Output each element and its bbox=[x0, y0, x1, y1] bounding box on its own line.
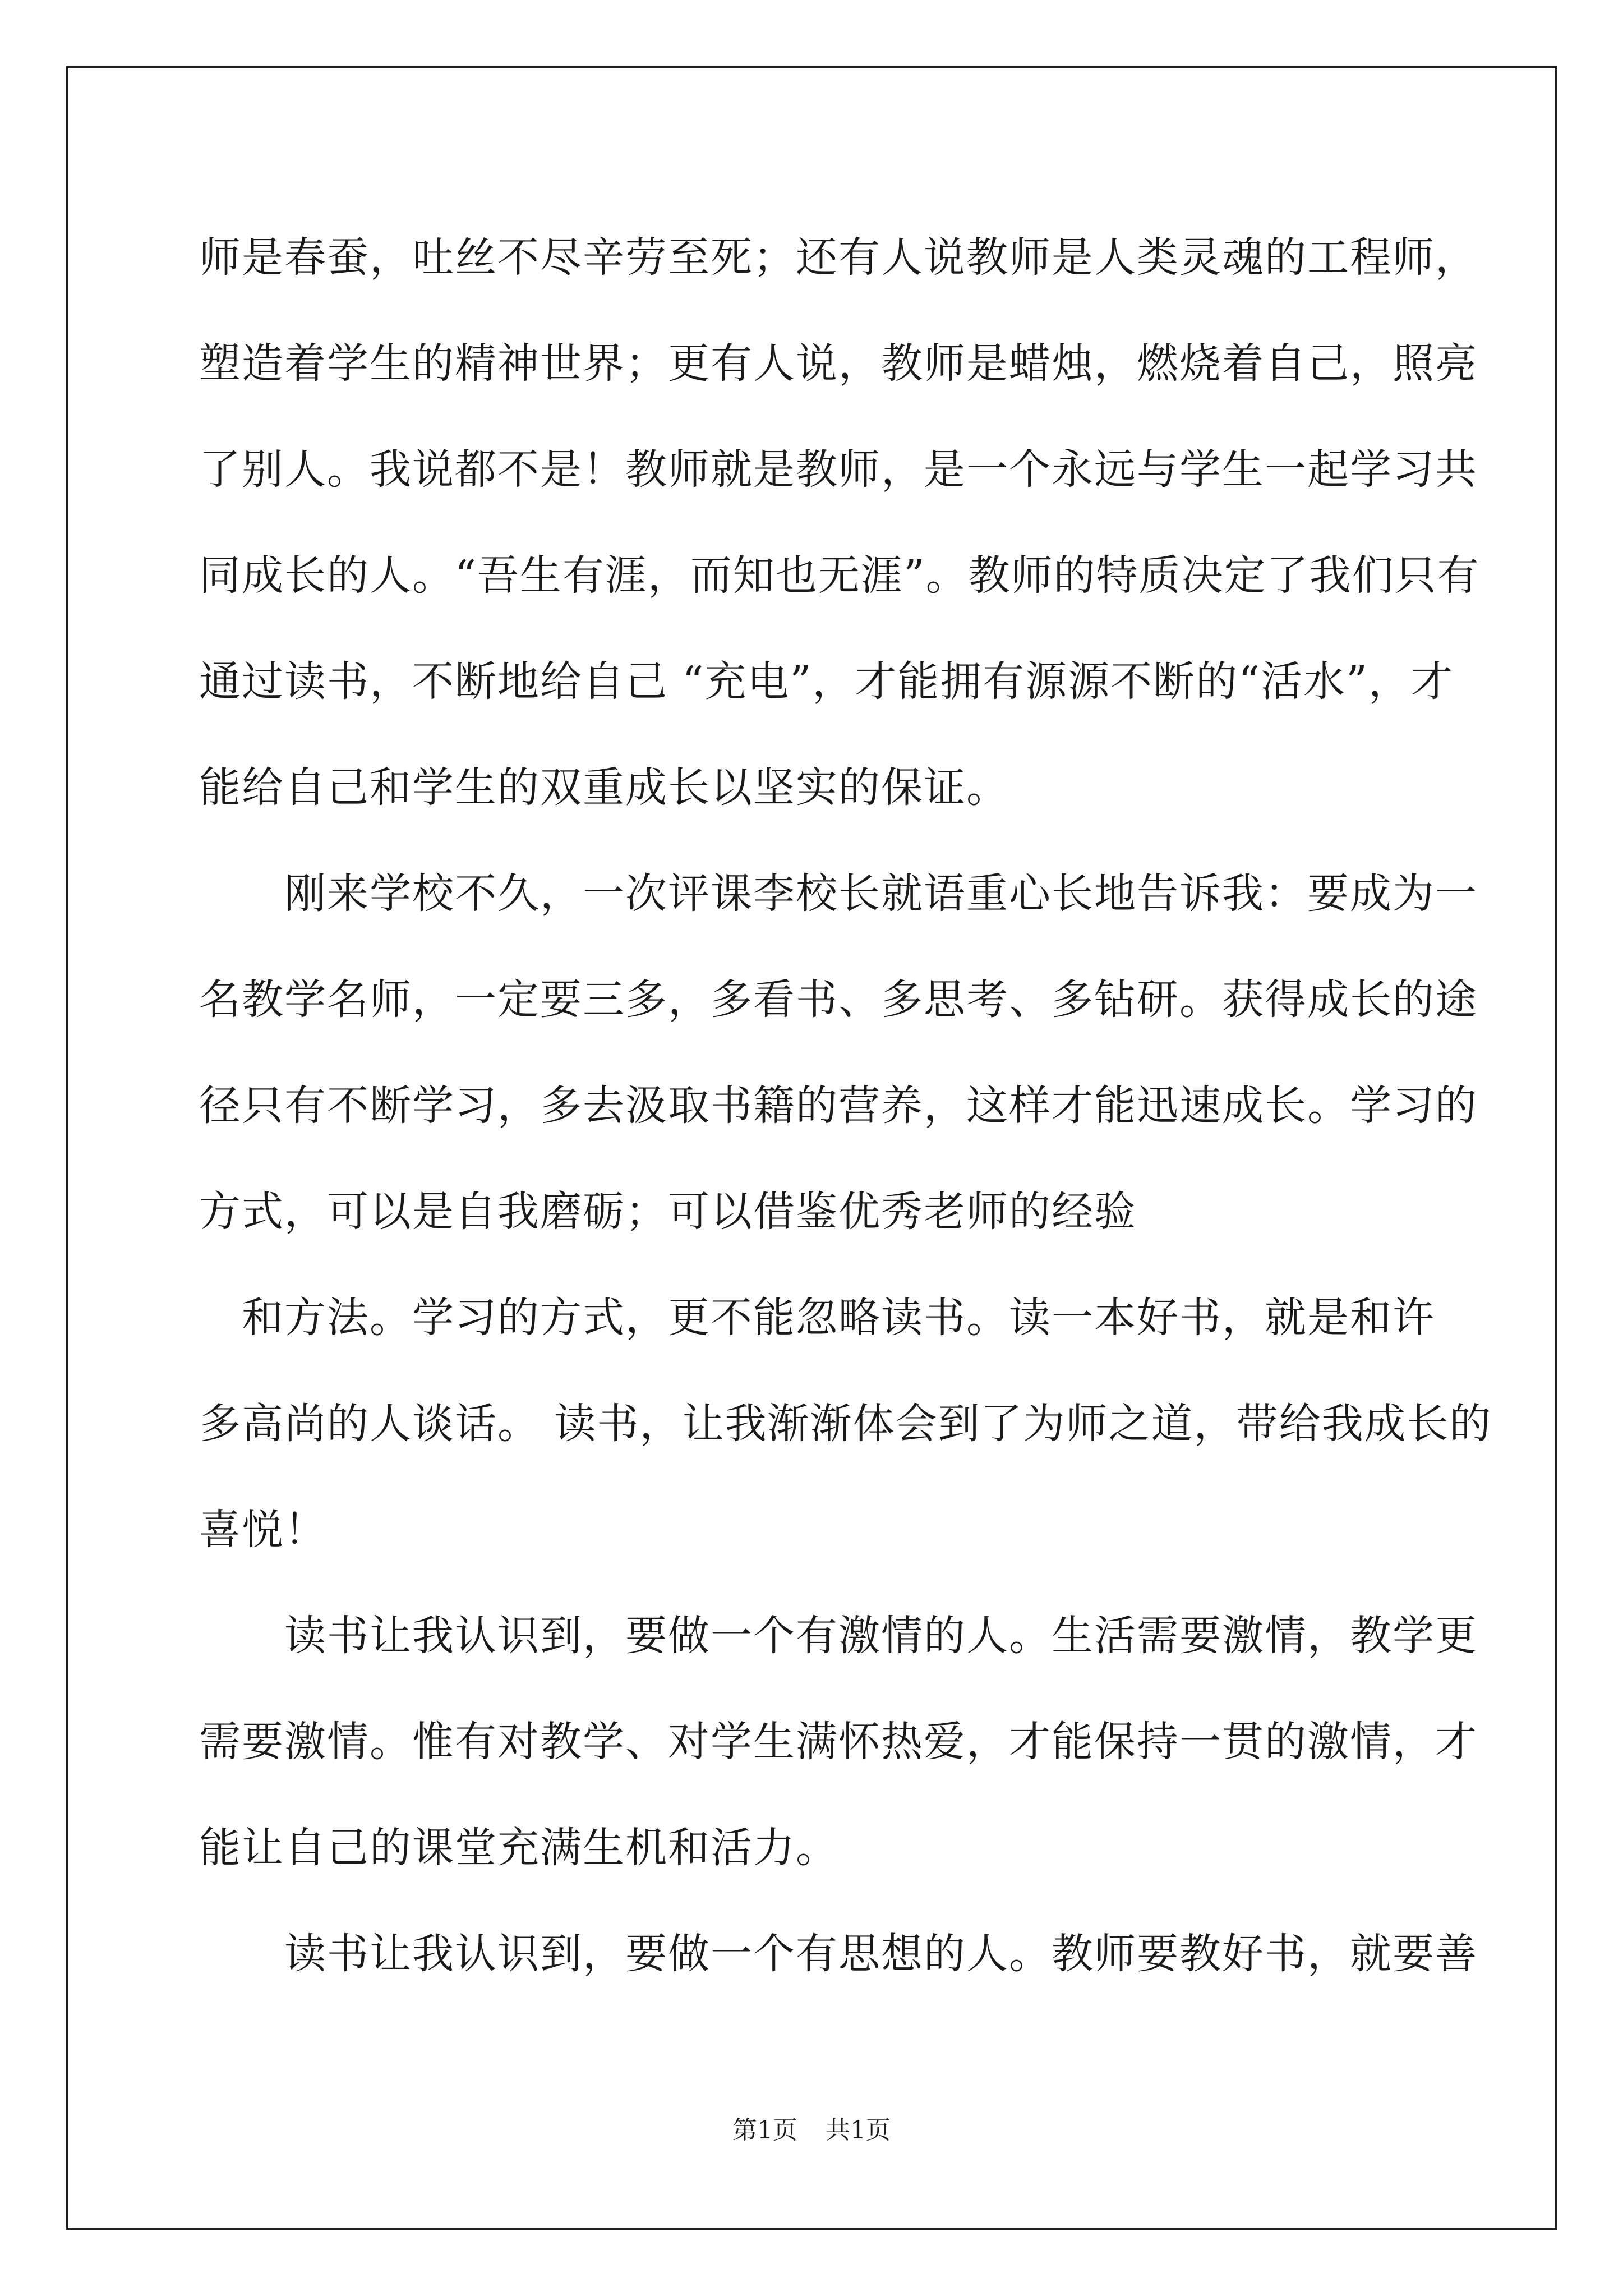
text-line: 能让自己的课堂充满生机和活力。 bbox=[199, 1824, 838, 1872]
page-total: 共1页 bbox=[826, 2116, 891, 2145]
text-line: 名教学名师，一定要三多，多看书、多思考、多钻研。获得成长的途 bbox=[199, 976, 1478, 1024]
text-line: 通过读书，不断地给自己 “充电”，才能拥有源源不断的“活水”，才 bbox=[199, 657, 1454, 706]
text-line: 刚来学校不久，一次评课李校长就语重心长地告诉我：要成为一 bbox=[199, 869, 1478, 918]
text-line: 师是春蚕，吐丝不尽辛劳至死；还有人说教师是人类灵魂的工程师， bbox=[199, 233, 1478, 282]
text-line: 需要激情。惟有对教学、对学生满怀热爱，才能保持一贯的激情，才 bbox=[199, 1718, 1478, 1766]
text-line: 喜悦！ bbox=[199, 1506, 327, 1554]
text-line: 塑造着学生的精神世界；更有人说，教师是蜡烛，燃烧着自己，照亮 bbox=[199, 339, 1478, 388]
text-line: 了别人。我说都不是！教师就是教师，是一个永远与学生一起学习共 bbox=[199, 445, 1478, 494]
text-line: 读书让我认识到，要做一个有思想的人。教师要教好书，就要善 bbox=[199, 1930, 1478, 1978]
text-line: 同成长的人。“吾生有涯，而知也无涯”。教师的特质决定了我们只有 bbox=[199, 551, 1480, 600]
page-footer bbox=[0, 2114, 1623, 2147]
text-line: 能给自己和学生的双重成长以坚实的保证。 bbox=[199, 763, 1009, 812]
text-line: 径只有不断学习，多去汲取书籍的营养，这样才能迅速成长。学习的 bbox=[199, 1082, 1478, 1130]
text-line: 和方法。学习的方式，更不能忽略读书。读一本好书，就是和许 bbox=[199, 1294, 1435, 1342]
text-line: 方式，可以是自我磨砺；可以借鉴优秀老师的经验 bbox=[199, 1188, 1137, 1236]
document-body bbox=[199, 205, 1492, 2007]
page-number: 第1页 bbox=[732, 2116, 797, 2145]
text-line: 多高尚的人谈话。 读书，让我渐渐体会到了为师之道，带给我成长的 bbox=[199, 1400, 1492, 1448]
text-line: 读书让我认识到，要做一个有激情的人。生活需要激情，教学更 bbox=[199, 1612, 1478, 1660]
